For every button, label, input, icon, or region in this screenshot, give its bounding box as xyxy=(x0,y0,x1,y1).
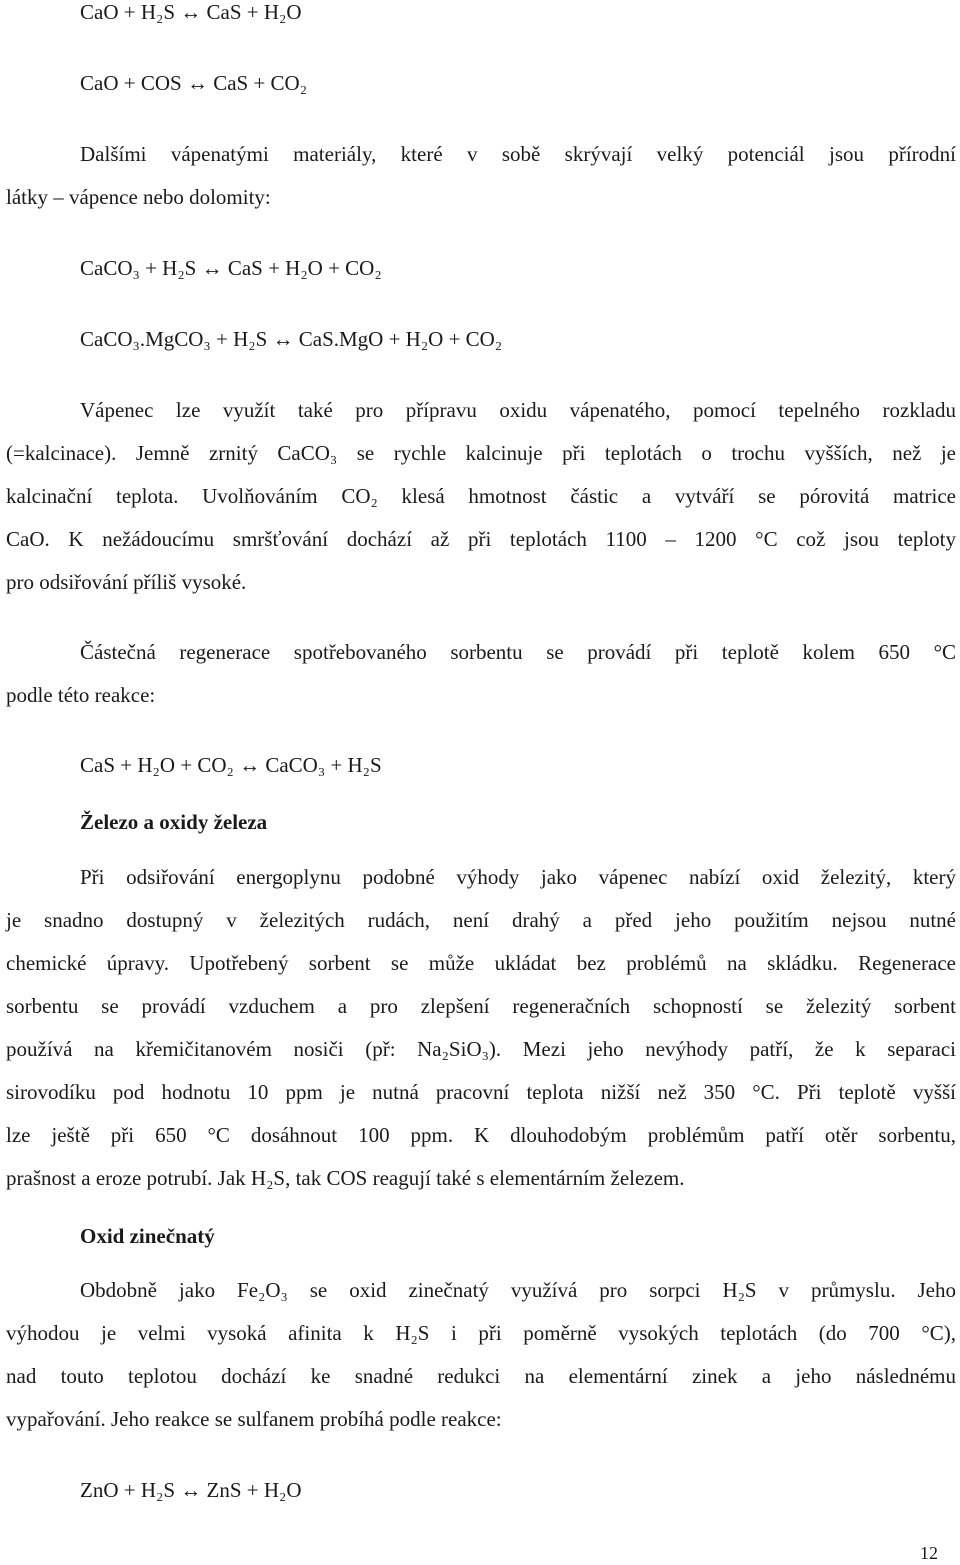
equation-cao-cos: CaO + COS ↔ CaS + CO₂ xyxy=(80,71,308,95)
paragraph-line: vypařování. Jeho reakce se sulfanem probíhá podle reakce: xyxy=(6,1407,502,1431)
paragraph-line: kalcinační teplota. Uvolňováním CO₂ klesá hmotnost částic a vytváří se pórovitá matrice xyxy=(6,484,956,508)
equation-caco3-h2s: CaCO₃ + H₂S ↔ CaS + H₂O + CO₂ xyxy=(80,256,382,280)
equation-cao-h2s: CaO + H₂S ↔ CaS + H₂O xyxy=(80,0,302,24)
paragraph-line: sorbentu se provádí vzduchem a pro zlepšení regeneračních schopností se železitý sorbent xyxy=(6,994,956,1018)
equation-regenerace: CaS + H₂O + CO₂ ↔ CaCO₃ + H₂S xyxy=(80,753,382,777)
paragraph-line: výhodou je velmi vysoká afinita k H₂S i při poměrně vysokých teplotách (do 700 °C), xyxy=(6,1321,956,1345)
paragraph-line: Částečná regenerace spotřebovaného sorbentu se provádí při teplotě kolem 650 °C xyxy=(80,640,956,664)
paragraph-line: pro odsiřování příliš vysoké. xyxy=(6,570,247,594)
paragraph-line: prašnost a eroze potrubí. Jak H₂S, tak COS reagují také s elementárním železem. xyxy=(6,1166,685,1190)
paragraph-line: Obdobně jako Fe₂O₃ se oxid zinečnatý využívá pro sorpci H₂S v průmyslu. Jeho xyxy=(80,1278,956,1302)
paragraph-line: (=kalcinace). Jemně zrnitý CaCO₃ se rychle kalcinuje při teplotách o trochu vyšších, než je xyxy=(6,441,956,465)
paragraph-line: CaO. K nežádoucímu smršťování dochází až při teplotách 1100 – 1200 °C což jsou teploty xyxy=(6,527,956,551)
page-number: 12 xyxy=(920,1543,938,1563)
paragraph-line: používá na křemičitanovém nosiči (př: Na₂SiO₃). Mezi jeho nevýhody patří, že k separaci xyxy=(6,1037,956,1061)
paragraph-line: je snadno dostupný v železitých rudách, není drahý a před jeho použitím nejsou nutné xyxy=(6,908,956,932)
paragraph-line: látky – vápence nebo dolomity: xyxy=(6,185,271,209)
paragraph-line: lze ještě při 650 °C dosáhnout 100 ppm. K dlouhodobým problémům patří otěr sorbentu, xyxy=(6,1123,956,1147)
equation-dolomite-h2s: CaCO₃.MgCO₃ + H₂S ↔ CaS.MgO + H₂O + CO₂ xyxy=(80,327,503,351)
paragraph-line: nad touto teplotou dochází ke snadné redukci na elementární zinek a jeho následnému xyxy=(6,1364,956,1388)
paragraph-line: chemické úpravy. Upotřebený sorbent se může ukládat bez problémů na skládku. Regenerace xyxy=(6,951,956,975)
section-heading-zinek: Oxid zinečnatý xyxy=(80,1224,215,1248)
section-heading-zelezo: Železo a oxidy železa xyxy=(80,810,268,834)
paragraph-line: Při odsiřování energoplynu podobné výhody jako vápenec nabízí oxid železitý, který xyxy=(80,865,956,889)
paragraph-line: Dalšími vápenatými materiály, které v sobě skrývají velký potenciál jsou přírodní xyxy=(80,142,956,166)
equation-zno-h2s: ZnO + H₂S ↔ ZnS + H₂O xyxy=(80,1478,302,1502)
paragraph-line: Vápenec lze využít také pro přípravu oxidu vápenatého, pomocí tepelného rozkladu xyxy=(80,398,956,422)
paragraph-line: sirovodíku pod hodnotu 10 ppm je nutná pracovní teplota nižší než 350 °C. Při teplotě vyšší xyxy=(6,1080,956,1104)
paragraph-line: podle této reakce: xyxy=(6,683,156,707)
